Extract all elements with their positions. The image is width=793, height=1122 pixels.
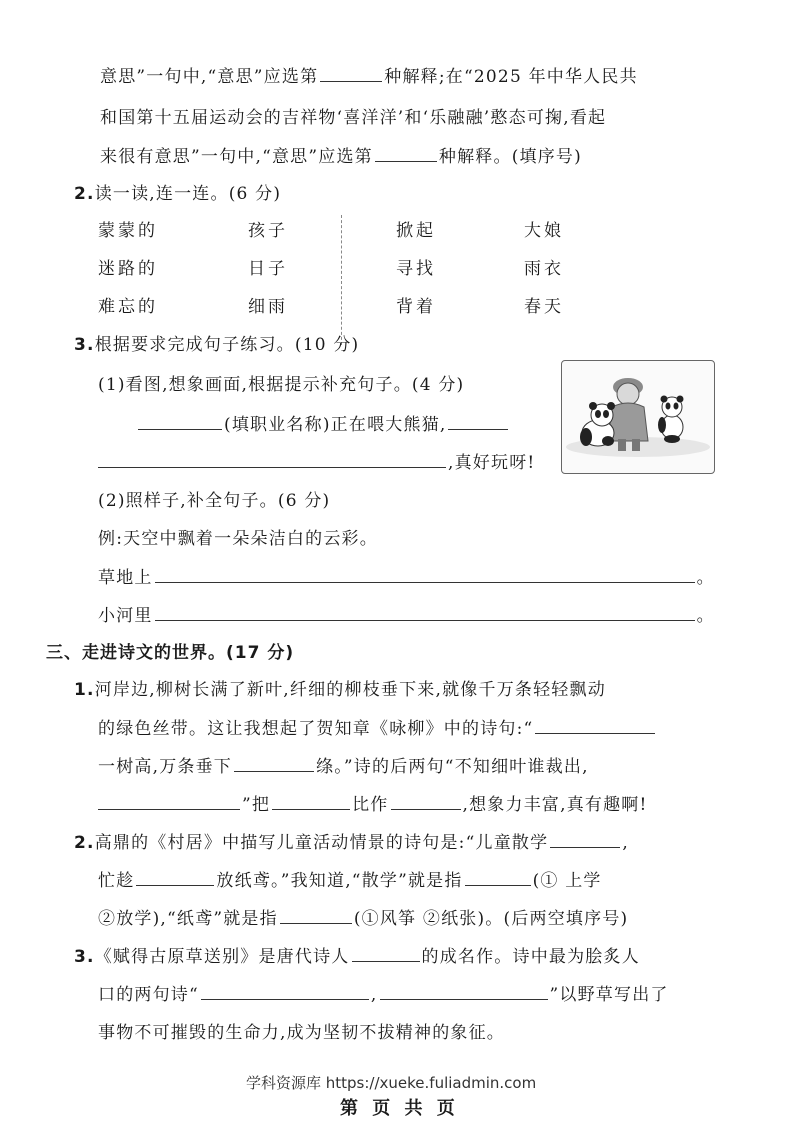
answer-blank[interactable] <box>375 160 437 162</box>
page-number: 第 页 共 页 <box>340 1098 459 1119</box>
answer-blank[interactable] <box>201 998 369 1000</box>
question-2: 2.读一读,连一连。(6 分) <box>74 184 282 204</box>
text-line: 口的两句诗“ , ”以野草写出了 <box>98 985 669 1005</box>
connect-item[interactable]: 日子 <box>248 259 288 279</box>
illustration-panda-feeding <box>561 360 715 474</box>
answer-blank[interactable] <box>535 732 655 734</box>
subquestion-title: (1)看图,想象画面,根据提示补充句子。(4 分) <box>98 375 465 395</box>
text-line: 的绿色丝带。这让我想起了贺知章《咏柳》中的诗句:“ <box>98 714 657 739</box>
connect-item[interactable]: 孩子 <box>248 221 288 241</box>
connect-item[interactable]: 背着 <box>396 297 436 317</box>
text-line: 事物不可摧毁的生命力,成为坚韧不拔精神的象征。 <box>98 1023 506 1043</box>
text-line: 小河里 。 <box>98 606 715 626</box>
answer-blank[interactable] <box>155 619 695 621</box>
connect-item[interactable]: 雨衣 <box>524 259 564 279</box>
answer-blank[interactable] <box>391 808 461 810</box>
answer-blank[interactable] <box>98 466 446 468</box>
text-line: ②放学),“纸鸢”就是指 (①风筝 ②纸张)。(后两空填序号) <box>98 909 629 929</box>
text-line: 一树高,万条垂下 绦。”诗的后两句“不知细叶谁裁出, <box>98 757 589 777</box>
connect-item[interactable]: 掀起 <box>396 221 436 241</box>
subquestion-title: (2)照样子,补全句子。(6 分) <box>98 491 331 511</box>
text-line: 意思”一句中,“意思”应选第 种解释;在“2025 年中华人民共 <box>100 67 638 87</box>
section-heading: 三、走进诗文的世界。(17 分) <box>46 643 295 663</box>
connect-item[interactable]: 蒙蒙的 <box>98 221 158 241</box>
text-line: 和国第十五届运动会的吉祥物‘喜洋洋’和‘乐融融’憨态可掬,看起 <box>100 108 607 128</box>
text-line: ”把 比作 ,想象力丰富,真有趣啊! <box>96 790 648 815</box>
text-line: 2.高鼎的《村居》中描写儿童活动情景的诗句是:“儿童散学 , <box>74 833 629 853</box>
answer-blank[interactable] <box>155 581 695 583</box>
connect-item[interactable]: 迷路的 <box>98 259 158 279</box>
text-line: 3.《赋得古原草送别》是唐代诗人 的成名作。诗中最为脍炙人 <box>74 947 640 967</box>
example-sentence: 例:天空中飘着一朵朵洁白的云彩。 <box>98 529 378 549</box>
question-3: 3.根据要求完成句子练习。(10 分) <box>74 335 360 355</box>
answer-blank[interactable] <box>465 884 531 886</box>
footer-site: 学科资源库 https://xueke.fuliadmin.com <box>246 1074 537 1092</box>
column-divider <box>341 215 342 345</box>
connect-item[interactable]: 难忘的 <box>98 297 158 317</box>
panda-keeper-illustration <box>562 361 714 473</box>
answer-blank[interactable] <box>380 998 548 1000</box>
answer-blank[interactable] <box>320 80 382 82</box>
answer-blank[interactable] <box>280 922 352 924</box>
answer-blank[interactable] <box>234 770 314 772</box>
connect-item[interactable]: 细雨 <box>248 297 288 317</box>
text-line: 草地上 。 <box>98 568 715 588</box>
text-line: (填职业名称)正在喂大熊猫, <box>136 410 510 435</box>
text-line: 忙趁 放纸鸢。”我知道,“散学”就是指 (① 上学 <box>98 871 602 891</box>
text-line: 来很有意思”一句中,“意思”应选第 种解释。(填序号) <box>100 147 582 167</box>
text-line: ,真好玩呀! <box>96 448 535 473</box>
answer-blank[interactable] <box>272 808 350 810</box>
answer-blank[interactable] <box>136 884 214 886</box>
answer-blank[interactable] <box>352 960 420 962</box>
connect-item[interactable]: 大娘 <box>524 221 564 241</box>
answer-blank[interactable] <box>138 428 222 430</box>
answer-blank[interactable] <box>98 808 240 810</box>
answer-blank[interactable] <box>448 428 508 430</box>
connect-item[interactable]: 春天 <box>524 297 564 317</box>
text-line: 1.河岸边,柳树长满了新叶,纤细的柳枝垂下来,就像千万条轻轻飘动 <box>74 680 606 700</box>
connect-item[interactable]: 寻找 <box>396 259 436 279</box>
answer-blank[interactable] <box>550 846 620 848</box>
